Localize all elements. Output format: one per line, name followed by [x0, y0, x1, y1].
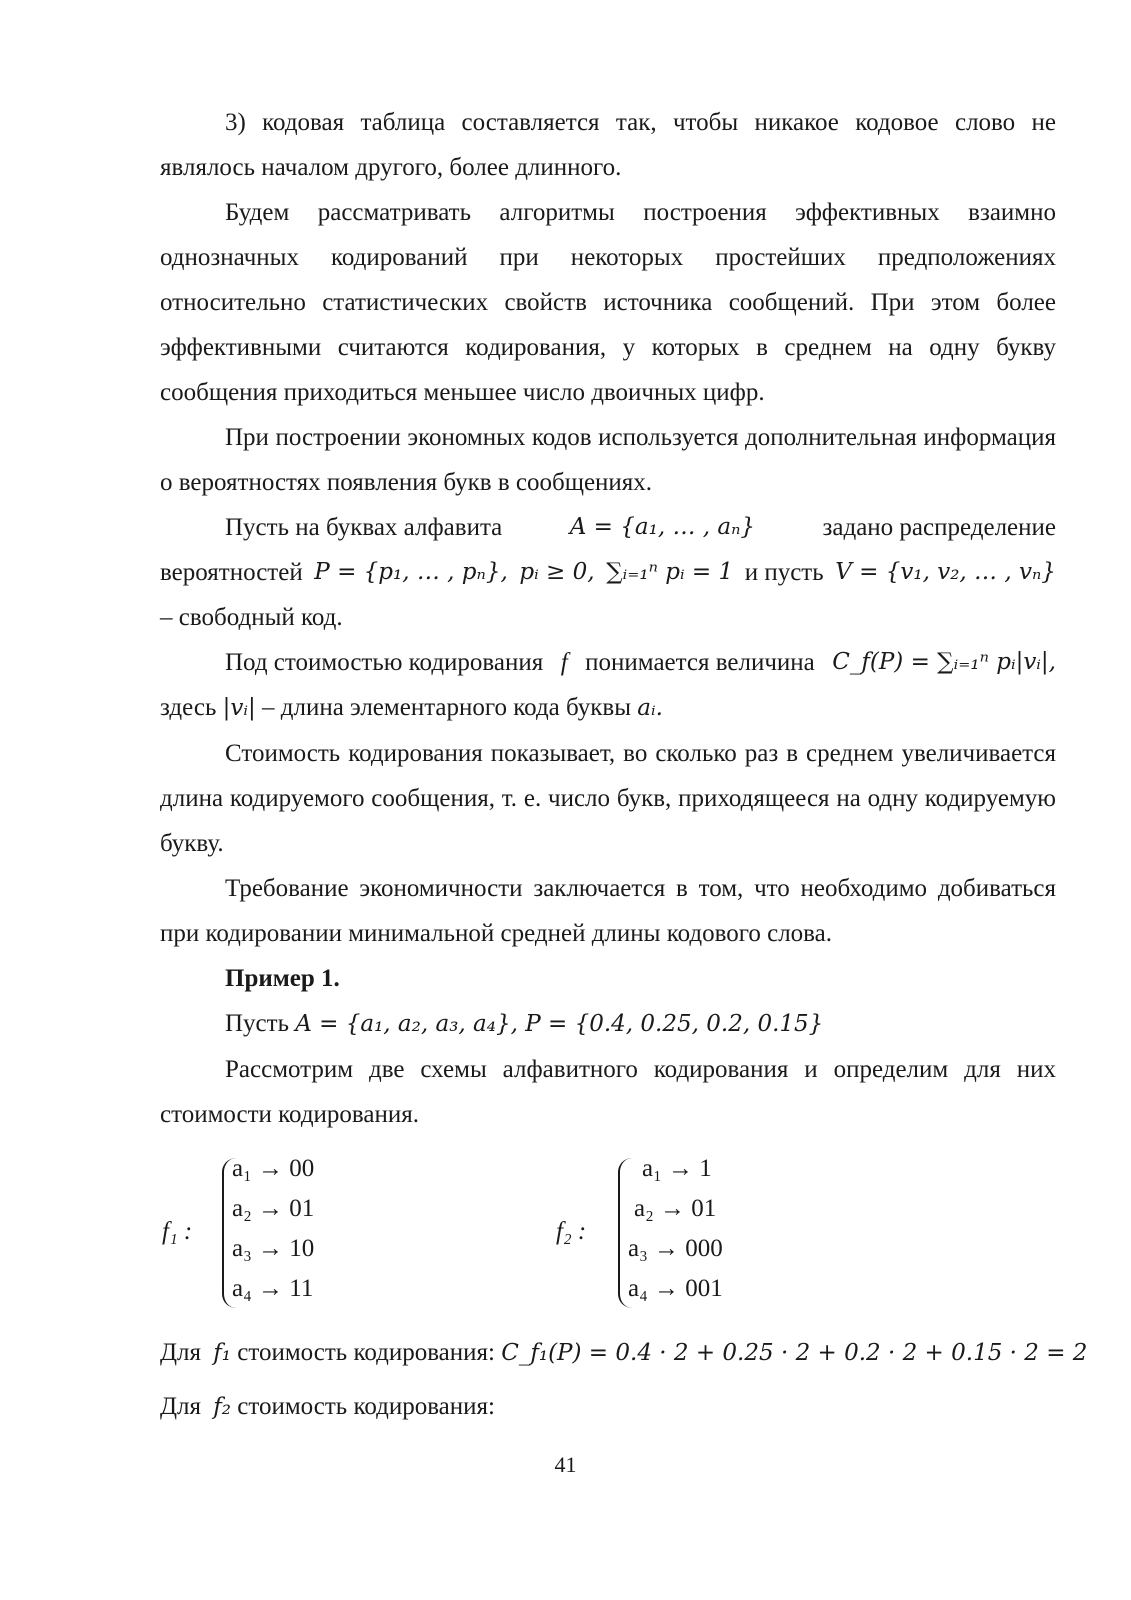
formula-cost: C_f(P) = ∑ᵢ₌₁ⁿ pᵢ|vᵢ|,: [832, 649, 1056, 675]
formula-code: V = {v₁, v₂, … , vₙ}: [835, 559, 1056, 585]
scheme-f2: [556, 1150, 856, 1320]
paragraph-8: Рассмотрим две схемы алфавитного кодирования и определим для них стоимости кодирования.: [160, 1056, 1056, 1128]
paragraph-5-line-2: [160, 685, 1056, 731]
cost1-text-a: Для: [160, 1339, 202, 1366]
formula-alphabet: A = {a₁, … , aₙ}: [569, 514, 756, 540]
scheme-f1-row-4: a₄ → 11: [232, 1275, 314, 1302]
example-given: [160, 1001, 1056, 1047]
cost1-formula: C_f₁(P) = 0.4 · 2 + 0.25 · 2 + 0.2 · 2 + 0.15 · 2 = 2: [501, 1340, 1088, 1366]
p4-text-c: вероятностей: [160, 559, 303, 586]
example-text: Пусть: [225, 1010, 289, 1037]
cost2-text-b: стоимость кодирования:: [237, 1393, 495, 1420]
scheme-f2-row-4: a₄ → 001: [628, 1275, 723, 1302]
cost2-text-a: Для: [160, 1393, 202, 1420]
paragraph-1-line-2: являлось началом другого, более длинного.: [160, 154, 622, 181]
cost-line-f2: [160, 1384, 1056, 1430]
example-heading: Пример 1.: [225, 965, 340, 992]
scheme-f1-label: f₁ :: [162, 1218, 193, 1245]
formula-ai: aᵢ.: [637, 695, 663, 721]
text-column: [160, 100, 1056, 1137]
formula-vi: |vᵢ|: [222, 695, 256, 721]
formula-sum: ∑ᵢ₌₁ⁿ pᵢ = 1: [606, 559, 734, 585]
scheme-f1-row-1: a₁ → 00: [232, 1155, 315, 1182]
scheme-f1-row-2: a₂ → 01: [232, 1195, 315, 1222]
cost1-text-b: стоимость кодирования:: [237, 1339, 495, 1366]
paragraph-4-line-2: [160, 550, 1056, 595]
paragraph-1-line-1: 3) кодовая таблица составляется так, чтобы никакое кодовое слово не: [225, 109, 1056, 136]
formula-example: A = {a₁, a₂, a₃, a₄}, P = {0.4, 0.25, 0.2, 0.15}: [295, 1011, 824, 1037]
paragraph-4-line-1: [160, 505, 1056, 550]
p4-text-a: Пусть на буквах алфавита: [225, 514, 503, 541]
p5-text-a: Под стоимостью кодирования: [225, 649, 544, 676]
scheme-f2-row-2: a₂ → 01: [634, 1195, 717, 1222]
paragraph-6: Стоимость кодирования показывает, во сколько раз в среднем увеличивается длина кодируемого сообщения, т. е. число букв, приходящееся на одну кодируемую букву.: [160, 740, 1056, 857]
scheme-f1-row-3: a₃ → 10: [232, 1235, 315, 1262]
scheme-f2-row-1: a₁ → 1: [642, 1155, 712, 1182]
cost2-f: f₂: [213, 1394, 232, 1420]
p5-f: f: [560, 649, 568, 676]
page-number: 41: [554, 1452, 577, 1477]
paragraph-4-line-3: – свободный код.: [160, 604, 343, 631]
scheme-f1: [160, 1150, 460, 1320]
paragraph-5-line-1: [160, 640, 1056, 685]
p4-text-d: и пусть: [744, 559, 824, 586]
cost1-f: f₁: [213, 1340, 232, 1366]
paragraph-3: При построении экономных кодов используется дополнительная информация о вероятностях появления букв в сообщениях.: [160, 424, 1056, 496]
p5-text-c: здесь: [160, 694, 217, 721]
formula-nonnegative: pᵢ ≥ 0,: [519, 559, 595, 585]
cost-line-f1: [160, 1330, 1088, 1376]
paragraph-2: Будем рассматривать алгоритмы построения эффективных взаимно однозначных кодирований при некоторых простейших предположениях относительно статистических свойств источника сообщений. При этом более эффективными считаются кодирования, у которых в среднем на одну букву сообщения приходиться меньшее число двоичных цифр.: [160, 199, 1056, 406]
paragraph-7: Требование экономичности заключается в том, что необходимо добиваться при кодировании минимальной средней длины кодового слова.: [160, 875, 1056, 947]
scheme-f2-label: f₂ :: [556, 1218, 587, 1245]
p5-text-b: понимается величина: [585, 649, 815, 676]
p5-text-d: – длина элементарного кода буквы: [262, 694, 632, 721]
scheme-f2-row-3: a₃ → 000: [628, 1235, 723, 1262]
p4-text-b: задано распределение: [822, 514, 1056, 541]
formula-probabilities: P = {p₁, … , pₙ},: [314, 559, 508, 585]
